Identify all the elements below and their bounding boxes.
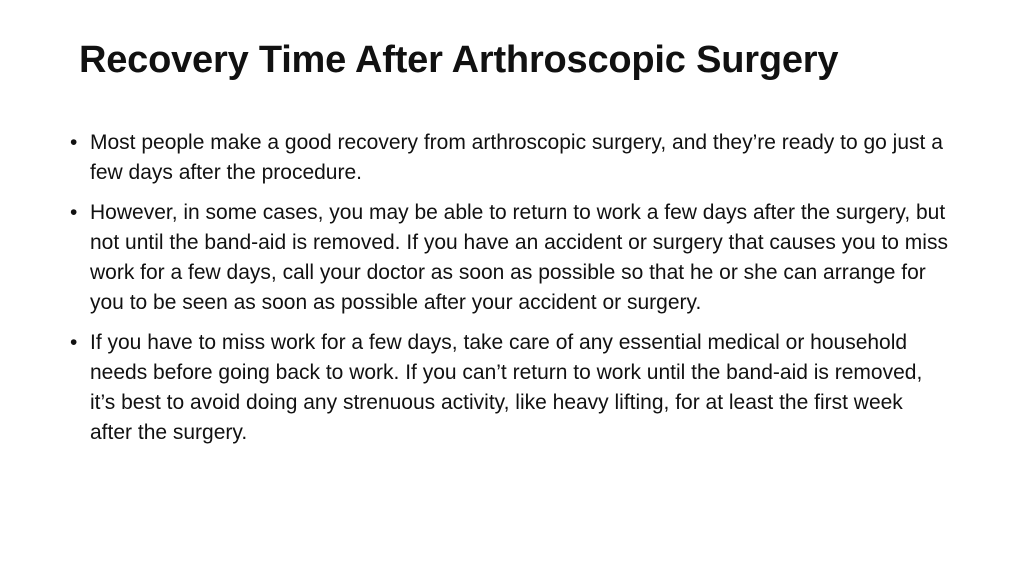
bullet-marker: • xyxy=(70,331,78,354)
bullet-item-1 xyxy=(70,128,950,188)
bullet-text: However, in some cases, you may be able to return to work a few days after the surgery, but not until the band-aid is removed. If you have an accident or surgery that causes you to miss work for a few days, call your doctor as soon as possible so that he or she can arrange for you to be seen as soon as possible after your accident or surgery. xyxy=(90,201,948,314)
bullet-marker: • xyxy=(70,201,78,224)
bullet-item-2 xyxy=(70,198,950,318)
bullet-list xyxy=(70,128,950,458)
bullet-marker: • xyxy=(70,131,78,154)
bullet-text: Most people make a good recovery from arthroscopic surgery, and they’re ready to go just a few days after the procedure. xyxy=(90,131,943,184)
bullet-text: If you have to miss work for a few days, take care of any essential medical or household needs before going back to work. If you can’t return to work until the band-aid is removed, it’s best to avoid doing any strenuous activity, like heavy lifting, for at least the first week after the surgery. xyxy=(90,331,923,444)
slide-title: Recovery Time After Arthroscopic Surgery xyxy=(79,39,839,81)
bullet-item-3 xyxy=(70,328,950,448)
